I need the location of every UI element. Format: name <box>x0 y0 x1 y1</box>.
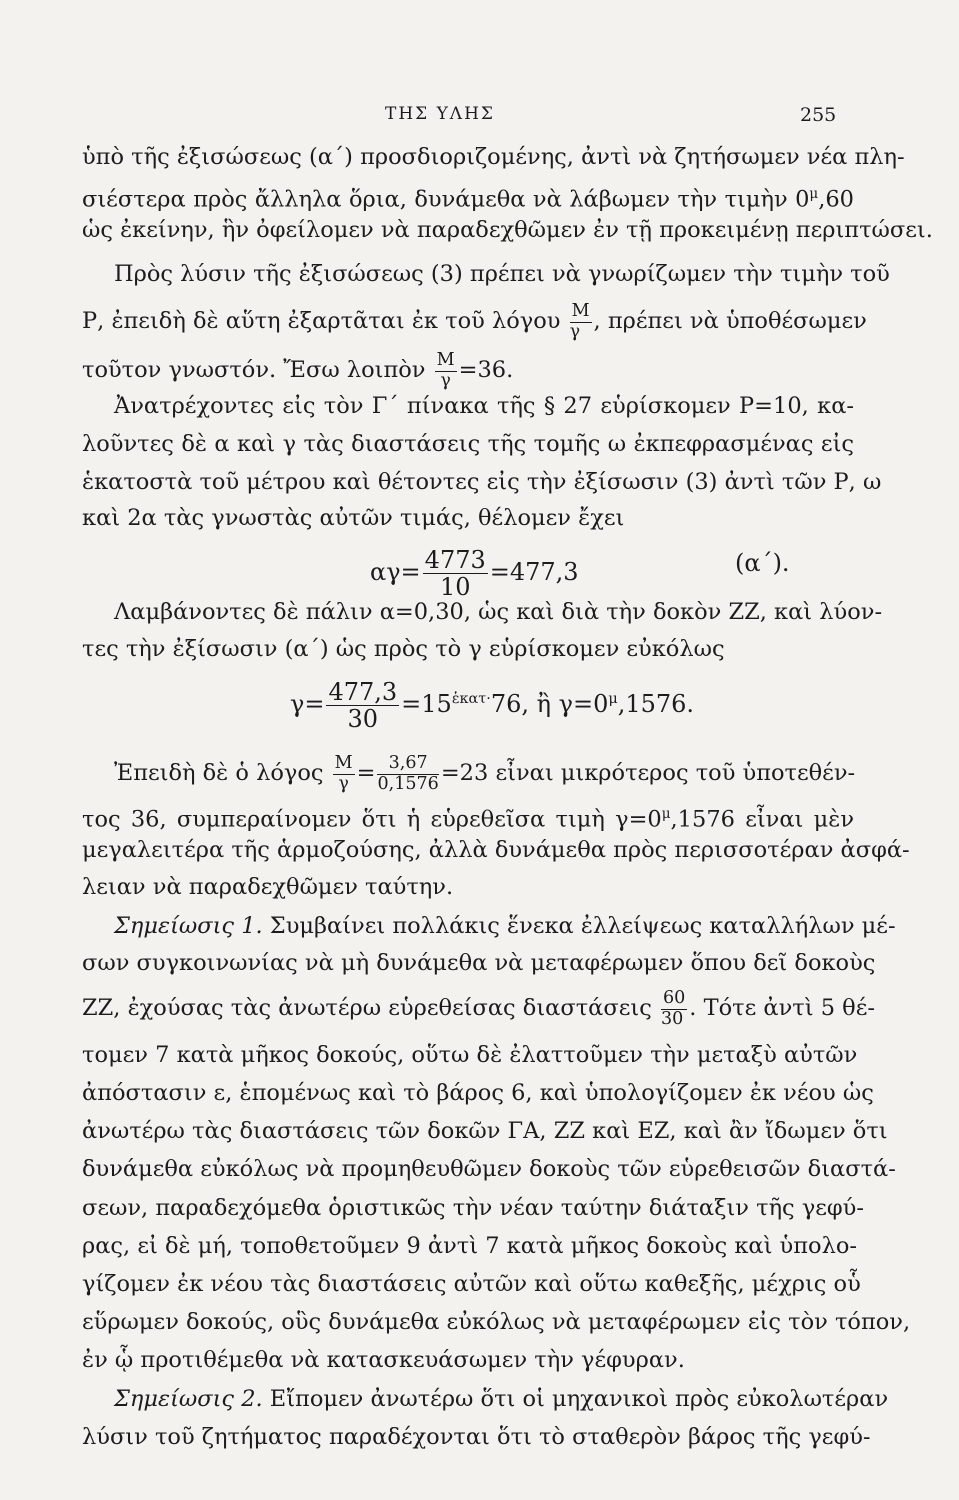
text-line: τες τὴν ἐξίσωσιν (α΄) ὡς πρὸς τὸ γ εὑρίσκομεν εὐκόλως <box>82 636 725 662</box>
text-line: τομεν 7 κατὰ μῆκος δοκούς, οὕτω δὲ ἐλαττοῦμεν τὴν μεταξὺ αὐτῶν <box>82 1042 858 1068</box>
equation-gamma: γ= $\frac{477,3}{30}$ $=15^{ἑ\kappa\alpha\tau\cdot}76$, ἢ $\gamma=0^\mu,1576$. <box>290 678 695 733</box>
equation-alpha: αγ= $\frac{4773}{10}$ =477,3 <box>370 546 579 601</box>
text-line: εὕρωμεν δοκούς, οὓς δυνάμεθα εὐκόλως νὰ μεταφέρωμεν εἰς τὸν τόπον, <box>82 1309 911 1335</box>
text-line: τοῦτον γνωστόν. Ἔσω λοιπὸν $\frac{M}{\gamma}$ =36. <box>82 350 514 391</box>
text-line: καὶ 2α τὰς γνωστὰς αὐτῶν τιμάς, θέλομεν ἔχει <box>82 505 625 531</box>
text-line: ἀνωτέρω τὰς διαστάσεις τῶν δοκῶν ΓΑ, ΖΖ καὶ ΕΖ, καὶ ἂν ἴδωμεν ὅτι <box>82 1118 888 1144</box>
fraction: $\frac{M}{\gamma}$ <box>436 350 455 391</box>
text-line: λοῦντες δὲ α καὶ γ τὰς διαστάσεις τῆς τομῆς ω ἐκπεφρασμένας εἰς <box>82 431 854 457</box>
note-label: Σημείωσις 2. <box>114 1386 263 1412</box>
text-line: γίζομεν ἐκ νέου τὰς διαστάσεις αὐτῶν καὶ οὕτω καθεξῆς, μέχρις οὗ <box>82 1271 861 1297</box>
text-line: ὡς ἐκείνην, ἣν ὀφείλομεν νὰ παραδεχθῶμεν ἐν τῇ προκειμένῃ περιπτώσει. <box>82 217 933 243</box>
text-line: σεων, παραδεχόμεθα ὁριστικῶς τὴν νέαν ταύτην διάταξιν τῆς γεφύ- <box>82 1195 864 1221</box>
text-line: Σημείωσις 2. Εἴπομεν ἀνωτέρω ὅτι οἱ μηχανικοὶ πρὸς εὐκολωτέραν <box>114 1386 889 1412</box>
fraction: $\frac{477,3}{30}$ <box>328 678 398 733</box>
fraction: $\frac{M}{\gamma}$ <box>569 301 590 342</box>
text-line: λειαν νὰ παραδεχθῶμεν ταύτην. <box>82 874 454 900</box>
text-line: λύσιν τοῦ ζητήματος παραδέχονται ὅτι τὸ σταθερὸν βάρος τῆς γεφύ- <box>82 1424 871 1450</box>
note-label: Σημείωσις 1. <box>114 913 263 939</box>
fraction: $\frac{M}{\gamma}$ <box>334 753 353 794</box>
text-line: ὑπὸ τῆς ἐξισώσεως (α΄) προσδιοριζομένης, ἀντὶ νὰ ζητήσωμεν νέα πλη- <box>82 144 905 170</box>
page-header <box>0 104 959 134</box>
running-head: ΤΗΣ ΥΛΗΣ <box>385 104 495 124</box>
text-line: σων συγκοινωνίας νὰ μὴ δυνάμεθα νὰ μεταφέρωμεν ὅπου δεῖ δοκοὺς <box>82 950 876 976</box>
fraction: $\frac{60}{30}$ <box>660 988 686 1029</box>
text-line: Ρ, ἐπειδὴ δὲ αὕτη ἐξαρτᾶται ἐκ τοῦ λόγου $\frac{M}{\gamma}$ , πρέπει νὰ ὑποθέσωμεν <box>82 301 867 342</box>
fraction: $\frac{3,67}{0,1576}$ <box>377 753 439 794</box>
text-line: ΖΖ, ἐχούσας τὰς ἀνωτέρω εὑρεθείσας διαστάσεις $\frac{60}{30}$ . Τότε ἀντὶ 5 θέ- <box>82 988 875 1029</box>
text-line: μεγαλειτέρα τῆς ἁρμοζούσης, ἀλλὰ δυνάμεθα πρὸς περισσοτέραν ἀσφά- <box>82 837 910 863</box>
text-line: ἑκατοστὰ τοῦ μέτρου καὶ θέτοντες εἰς τὴν ἐξίσωσιν (3) ἀντὶ τῶν Ρ, ω <box>82 469 882 495</box>
text-line: Ἀνατρέχοντες εἰς τὸν Γ΄ πίνακα τῆς § 27 εὑρίσκομεν Ρ=10, κα- <box>114 393 854 419</box>
text-line: τος 36, συμπεραίνομεν ὅτι ἡ εὑρεθεῖσα τιμὴ $\gamma=0^\mu,1576$ εἶναι μὲν <box>82 806 854 833</box>
text-line: Πρὸς λύσιν τῆς ἐξισώσεως (3) πρέπει νὰ γνωρίζωμεν τὴν τιμὴν τοῦ <box>114 261 890 287</box>
text-line: Σημείωσις 1. Συμβαίνει πολλάκις ἕνεκα ἐλλείψεως καταλλήλων μέ- <box>114 913 896 939</box>
text-line: ἀπόστασιν ε, ἑπομένως καὶ τὸ βάρος 6, καὶ ὑπολογίζομεν ἐκ νέου ὡς <box>82 1080 874 1106</box>
text-line: Λαμβάνοντες δὲ πάλιν α=0,30, ὡς καὶ διὰ τὴν δοκὸν ΖΖ, καὶ λύον- <box>114 599 883 625</box>
text-line: σιέστερα πρὸς ἄλληλα ὅρια, δυνάμεθα νὰ λάβωμεν τὴν τιμὴν $0^\mu,60$ <box>82 186 854 213</box>
text-line: ρας, εἰ δὲ μή, τοποθετοῦμεν 9 ἀντὶ 7 κατὰ μῆκος δοκοὺς καὶ ὑπολο- <box>82 1233 857 1259</box>
equation-tag: (α΄). <box>735 549 790 577</box>
fraction: $\frac{4773}{10}$ <box>424 546 486 601</box>
text-line: δυνάμεθα εὐκόλως νὰ προμηθευθῶμεν δοκοὺς τῶν εὑρεθεισῶν διαστά- <box>82 1156 896 1182</box>
text-line: ἐν ᾧ προτιθέμεθα νὰ κατασκευάσωμεν τὴν γέφυραν. <box>82 1347 685 1373</box>
text-line: Ἐπειδὴ δὲ ὁ λόγος $\frac{M}{\gamma}$ = $\frac{3,67}{0,1576}$ =23 εἶναι μικρότερος τοῦ ὑποτεθέν- <box>114 753 856 794</box>
page-number: 255 <box>800 104 837 126</box>
